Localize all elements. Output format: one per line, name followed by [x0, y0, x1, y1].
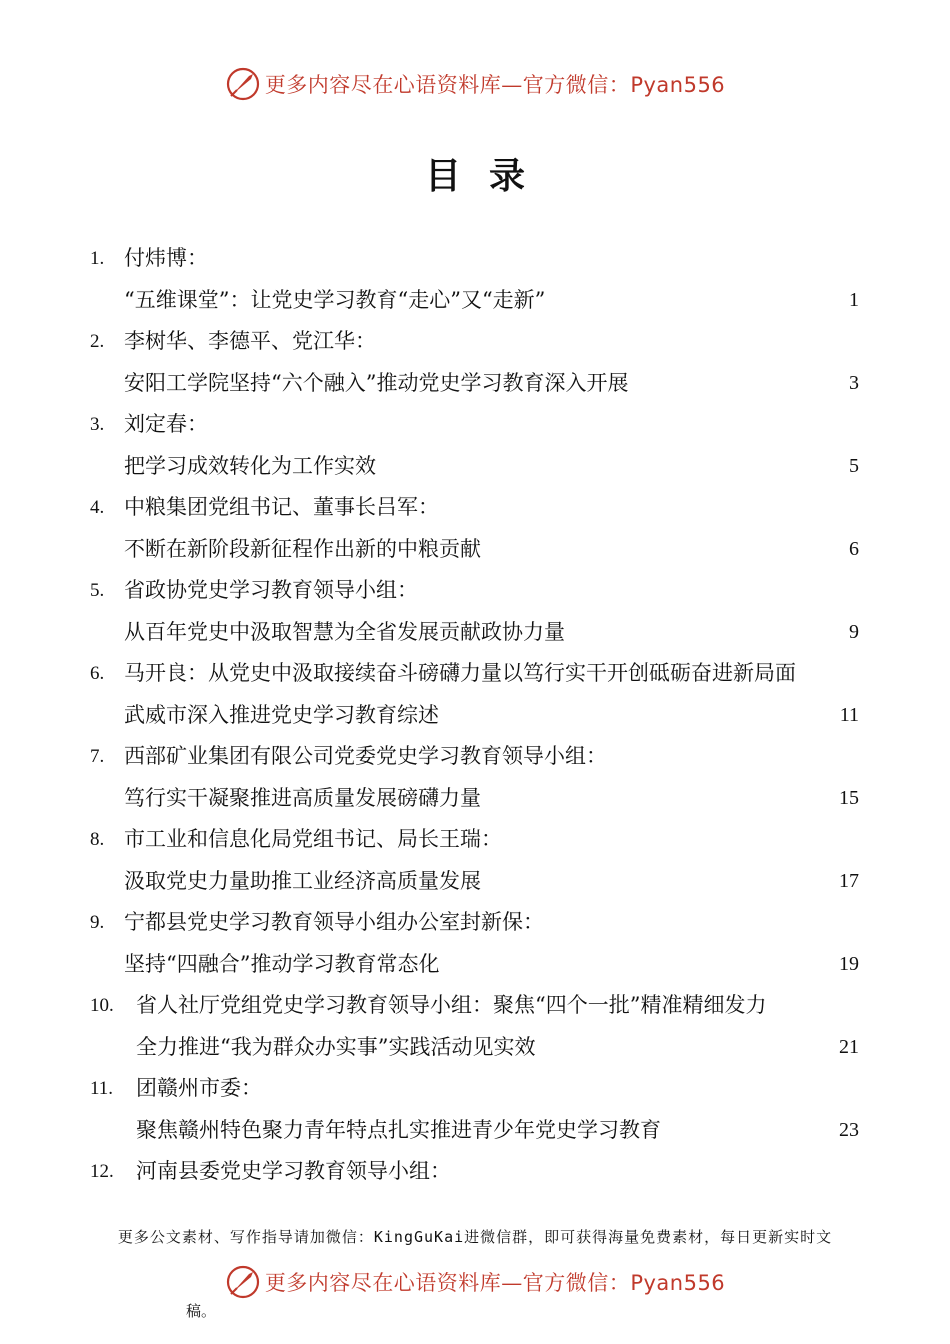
- toc-entry-number: 8.: [90, 829, 105, 850]
- toc-entry[interactable]: [0, 570, 950, 653]
- header-banner: [0, 62, 950, 106]
- toc-entry[interactable]: [0, 985, 950, 1068]
- toc-entry-number: 7.: [90, 746, 105, 767]
- toc-entry-number: 4.: [90, 497, 105, 518]
- footer-banner: [0, 1260, 950, 1304]
- toc-entry-title: 全力推进“我为群众办实事”实践活动见实效: [136, 1034, 536, 1059]
- toc-entry-heading: 中粮集团党组书记、董事长吕军：: [124, 495, 439, 519]
- toc-entry[interactable]: [0, 653, 950, 736]
- toc-entry[interactable]: [0, 404, 950, 487]
- quill-logo-icon: [225, 1264, 261, 1300]
- footer-note: 更多公文素材、写作指导请加微信：KingGuKai进微信群，即可获得海量免费素材，每日更新实时文: [117, 1228, 833, 1246]
- toc-entry-heading: 马开良：从党史中汲取接续奋斗磅礴力量以笃行实干开创砥砺奋进新局面: [124, 661, 796, 685]
- banner-text: 更多内容尽在心语资料库—官方微信：Pyan556: [264, 1271, 726, 1295]
- toc-entry-heading: 河南县委党史学习教育领导小组：: [136, 1159, 451, 1183]
- toc-entry-title: 坚持“四融合”推动学习教育常态化: [124, 951, 440, 976]
- toc-entry-page-number: 21: [839, 1035, 859, 1058]
- toc-entry-title: 笃行实干凝聚推进高质量发展磅礴力量: [124, 785, 481, 810]
- toc-entry-number: 1.: [90, 248, 105, 269]
- toc-entry-heading: 省政协党史学习教育领导小组：: [124, 578, 418, 602]
- toc-entry-title: 武威市深入推进党史学习教育综述: [124, 702, 439, 727]
- toc-entry-title: 把学习成效转化为工作实效: [124, 453, 376, 478]
- toc-entry[interactable]: [0, 238, 950, 321]
- toc-entry-heading: 刘定春：: [124, 412, 208, 436]
- table-of-contents: [0, 238, 950, 1193]
- toc-entry-title: 不断在新阶段新征程作出新的中粮贡献: [124, 536, 481, 561]
- toc-entry-page-number: 6: [849, 537, 859, 560]
- toc-entry-number: 5.: [90, 580, 105, 601]
- toc-entry[interactable]: [0, 736, 950, 819]
- toc-entry-number: 2.: [90, 331, 105, 352]
- toc-entry-heading: 李树华、李德平、党江华：: [124, 329, 376, 353]
- quill-logo-icon: [225, 66, 261, 102]
- toc-entry-heading: 团赣州市委：: [136, 1076, 262, 1100]
- toc-entry-number: 11.: [90, 1078, 114, 1099]
- banner-text: 更多内容尽在心语资料库—官方微信：Pyan556: [264, 73, 726, 97]
- toc-entry[interactable]: [0, 1068, 950, 1151]
- toc-entry-page-number: 15: [839, 786, 859, 809]
- toc-entry-heading: 付炜博：: [124, 246, 208, 270]
- toc-entry-number: 10.: [90, 995, 114, 1016]
- toc-entry-page-number: 3: [849, 371, 859, 394]
- toc-entry-title: 从百年党史中汲取智慧为全省发展贡献政协力量: [124, 619, 565, 644]
- toc-entry-page-number: 1: [849, 288, 859, 311]
- toc-entry[interactable]: [0, 819, 950, 902]
- toc-entry-heading: 宁都县党史学习教育领导小组办公室封新保：: [124, 910, 544, 934]
- toc-entry-page-number: 23: [839, 1118, 859, 1141]
- toc-entry[interactable]: [0, 1151, 950, 1193]
- toc-entry-title: 汲取党史力量助推工业经济高质量发展: [124, 868, 481, 893]
- toc-entry-heading: 西部矿业集团有限公司党委党史学习教育领导小组：: [124, 744, 607, 768]
- footer-note-tail: 稿。: [186, 1302, 217, 1320]
- toc-entry[interactable]: [0, 321, 950, 404]
- toc-entry-title: 安阳工学院坚持“六个融入”推动党史学习教育深入开展: [124, 370, 629, 395]
- toc-entry-heading: 市工业和信息化局党组书记、局长王瑞：: [124, 827, 502, 851]
- toc-entry-number: 6.: [90, 663, 105, 684]
- page-title: 目录: [424, 155, 553, 197]
- toc-entry-page-number: 9: [849, 620, 859, 643]
- toc-entry-page-number: 11: [839, 703, 859, 726]
- toc-entry-title: 聚焦赣州特色聚力青年特点扎实推进青少年党史学习教育: [136, 1117, 661, 1142]
- toc-entry-title: “五维课堂”：让党史学习教育“走心”又“走新”: [124, 287, 546, 312]
- toc-entry-heading: 省人社厅党组党史学习教育领导小组：聚焦“四个一批”精准精细发力: [136, 993, 767, 1017]
- toc-entry-page-number: 5: [849, 454, 859, 477]
- toc-entry-page-number: 17: [839, 869, 859, 892]
- toc-entry[interactable]: [0, 902, 950, 985]
- toc-entry-number: 12.: [90, 1161, 114, 1182]
- toc-entry-number: 3.: [90, 414, 105, 435]
- toc-entry-page-number: 19: [839, 952, 859, 975]
- toc-entry[interactable]: [0, 487, 950, 570]
- toc-entry-number: 9.: [90, 912, 105, 933]
